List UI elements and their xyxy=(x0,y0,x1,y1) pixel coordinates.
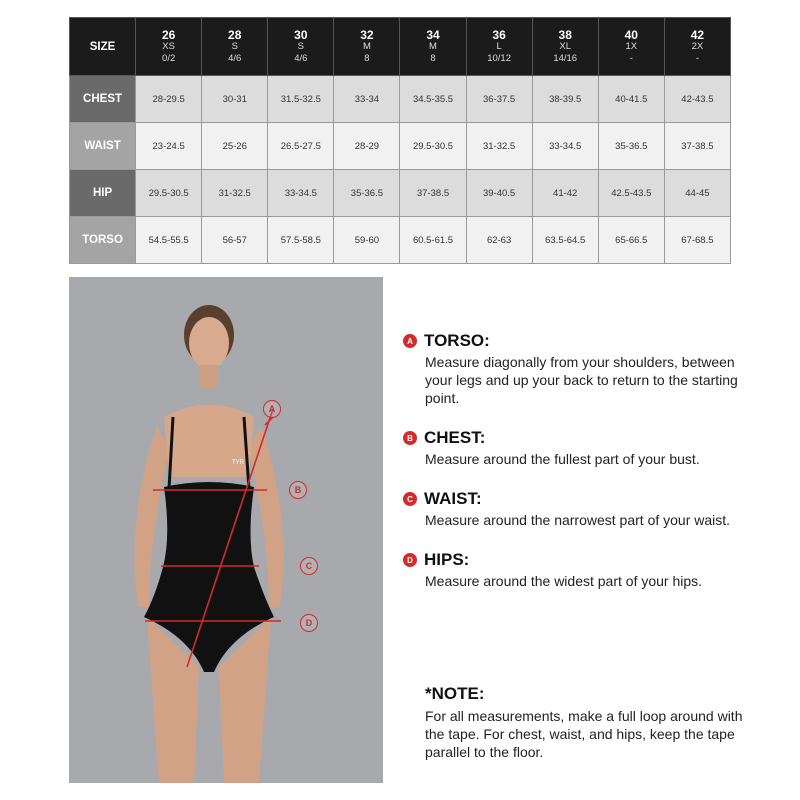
table-row xyxy=(70,123,731,170)
size-number: 36 xyxy=(492,27,506,42)
row-label: HIP xyxy=(70,170,136,217)
table-cell: 41-42 xyxy=(532,170,598,217)
size-letter: S xyxy=(231,40,238,52)
size-letter: XS xyxy=(162,40,175,52)
row-label: CHEST xyxy=(70,76,136,123)
size-column-header xyxy=(202,18,268,76)
size-number: 38 xyxy=(558,27,572,42)
size-us: - xyxy=(695,52,699,64)
size-number: 42 xyxy=(690,27,705,42)
table-cell: 33-34.5 xyxy=(268,170,334,217)
table-row xyxy=(70,170,731,217)
table-cell: 29.5-30.5 xyxy=(400,123,466,170)
model-photo xyxy=(69,277,383,783)
table-cell: 33-34 xyxy=(334,76,400,123)
table-cell: 25-26 xyxy=(202,123,268,170)
table-cell: 65-66.5 xyxy=(598,217,664,264)
measure-marker-d: D xyxy=(300,614,318,632)
size-column-header xyxy=(400,18,466,76)
table-cell: 30-31 xyxy=(202,76,268,123)
note-text: For all measurements, make a full loop around with the tape. For chest, waist, and hips, keep the tape parallel to the floor. xyxy=(425,708,743,760)
table-row xyxy=(70,76,731,123)
guide-title: TORSO: xyxy=(424,331,490,350)
guide-title: WAIST: xyxy=(424,489,482,508)
size-letter: L xyxy=(496,40,502,52)
guide-hips xyxy=(403,550,743,590)
measure-marker-c: C xyxy=(300,557,318,575)
table-cell: 26.5-27.5 xyxy=(268,123,334,170)
table-cell: 35-36.5 xyxy=(598,123,664,170)
table-cell: 63.5-64.5 xyxy=(532,217,598,264)
badge-icon: A xyxy=(403,334,417,348)
row-label: TORSO xyxy=(70,217,136,264)
size-us: 8 xyxy=(364,52,370,64)
size-number: 26 xyxy=(161,27,176,42)
table-cell: 28-29 xyxy=(334,123,400,170)
guide-torso xyxy=(403,331,743,407)
size-letter: 1X xyxy=(625,40,638,52)
size-column-header xyxy=(598,18,664,76)
size-column-header xyxy=(532,18,598,76)
table-cell: 34.5-35.5 xyxy=(400,76,466,123)
guide-chest xyxy=(403,428,743,468)
table-cell: 54.5-55.5 xyxy=(136,217,202,264)
table-cell: 31-32.5 xyxy=(466,123,532,170)
guide-text: Measure around the widest part of your hips. xyxy=(425,573,703,589)
guide-title: CHEST: xyxy=(424,428,486,447)
badge-icon: C xyxy=(403,492,417,506)
guide-text: Measure around the narrowest part of your waist. xyxy=(425,512,731,528)
size-number: 28 xyxy=(228,27,242,42)
badge-icon: B xyxy=(403,431,417,445)
table-cell: 44-45 xyxy=(664,170,730,217)
size-column-header xyxy=(136,18,202,76)
size-us: 14/16 xyxy=(553,52,578,64)
size-letter: XL xyxy=(559,40,572,52)
size-letter: S xyxy=(297,40,304,52)
size-number: 30 xyxy=(294,27,308,42)
table-cell: 56-57 xyxy=(202,217,268,264)
note-section xyxy=(425,684,745,761)
size-column-header xyxy=(334,18,400,76)
guide-title: HIPS: xyxy=(424,550,470,569)
table-cell: 62-63 xyxy=(466,217,532,264)
measurement-guide xyxy=(403,331,743,611)
table-cell: 38-39.5 xyxy=(532,76,598,123)
table-cell: 57.5-58.5 xyxy=(268,217,334,264)
guide-text: Measure diagonally from your shoulders, between your legs and up your back to return to the starting point. xyxy=(425,354,738,406)
size-us: - xyxy=(629,52,633,64)
size-number: 32 xyxy=(360,27,374,42)
table-cell: 42.5-43.5 xyxy=(598,170,664,217)
table-cell: 35-36.5 xyxy=(334,170,400,217)
size-column-header xyxy=(664,18,730,76)
size-column-header xyxy=(268,18,334,76)
size-letter: M xyxy=(362,40,371,52)
table-cell: 67-68.5 xyxy=(664,217,730,264)
size-us: 4/6 xyxy=(228,52,242,64)
size-us: 8 xyxy=(430,52,436,64)
table-cell: 37-38.5 xyxy=(664,123,730,170)
size-letter: 2X xyxy=(691,40,704,52)
measure-marker-b: B xyxy=(289,481,307,499)
table-cell: 37-38.5 xyxy=(400,170,466,217)
table-cell: 42-43.5 xyxy=(664,76,730,123)
size-chart-table xyxy=(69,17,731,264)
table-cell: 28-29.5 xyxy=(136,76,202,123)
table-cell: 29.5-30.5 xyxy=(136,170,202,217)
table-cell: 40-41.5 xyxy=(598,76,664,123)
table-cell: 60.5-61.5 xyxy=(400,217,466,264)
row-label: WAIST xyxy=(70,123,136,170)
table-cell: 36-37.5 xyxy=(466,76,532,123)
table-cell: 31-32.5 xyxy=(202,170,268,217)
note-title: *NOTE: xyxy=(425,684,485,703)
size-number: 40 xyxy=(624,27,638,42)
measure-marker-a: A xyxy=(263,400,281,418)
brand-logo: TYR xyxy=(232,460,244,466)
table-cell: 59-60 xyxy=(334,217,400,264)
table-cell: 39-40.5 xyxy=(466,170,532,217)
table-cell: 23-24.5 xyxy=(136,123,202,170)
table-row xyxy=(70,217,731,264)
badge-icon: D xyxy=(403,553,417,567)
guide-text: Measure around the fullest part of your bust. xyxy=(425,451,700,467)
size-us: 10/12 xyxy=(487,52,511,64)
table-cell: 33-34.5 xyxy=(532,123,598,170)
guide-waist xyxy=(403,489,743,529)
size-number: 34 xyxy=(426,27,440,42)
size-header: SIZE xyxy=(70,18,136,76)
size-us: 4/6 xyxy=(294,52,308,64)
size-us: 0/2 xyxy=(162,52,176,64)
size-letter: M xyxy=(429,40,437,52)
size-column-header xyxy=(466,18,532,76)
table-cell: 31.5-32.5 xyxy=(268,76,334,123)
